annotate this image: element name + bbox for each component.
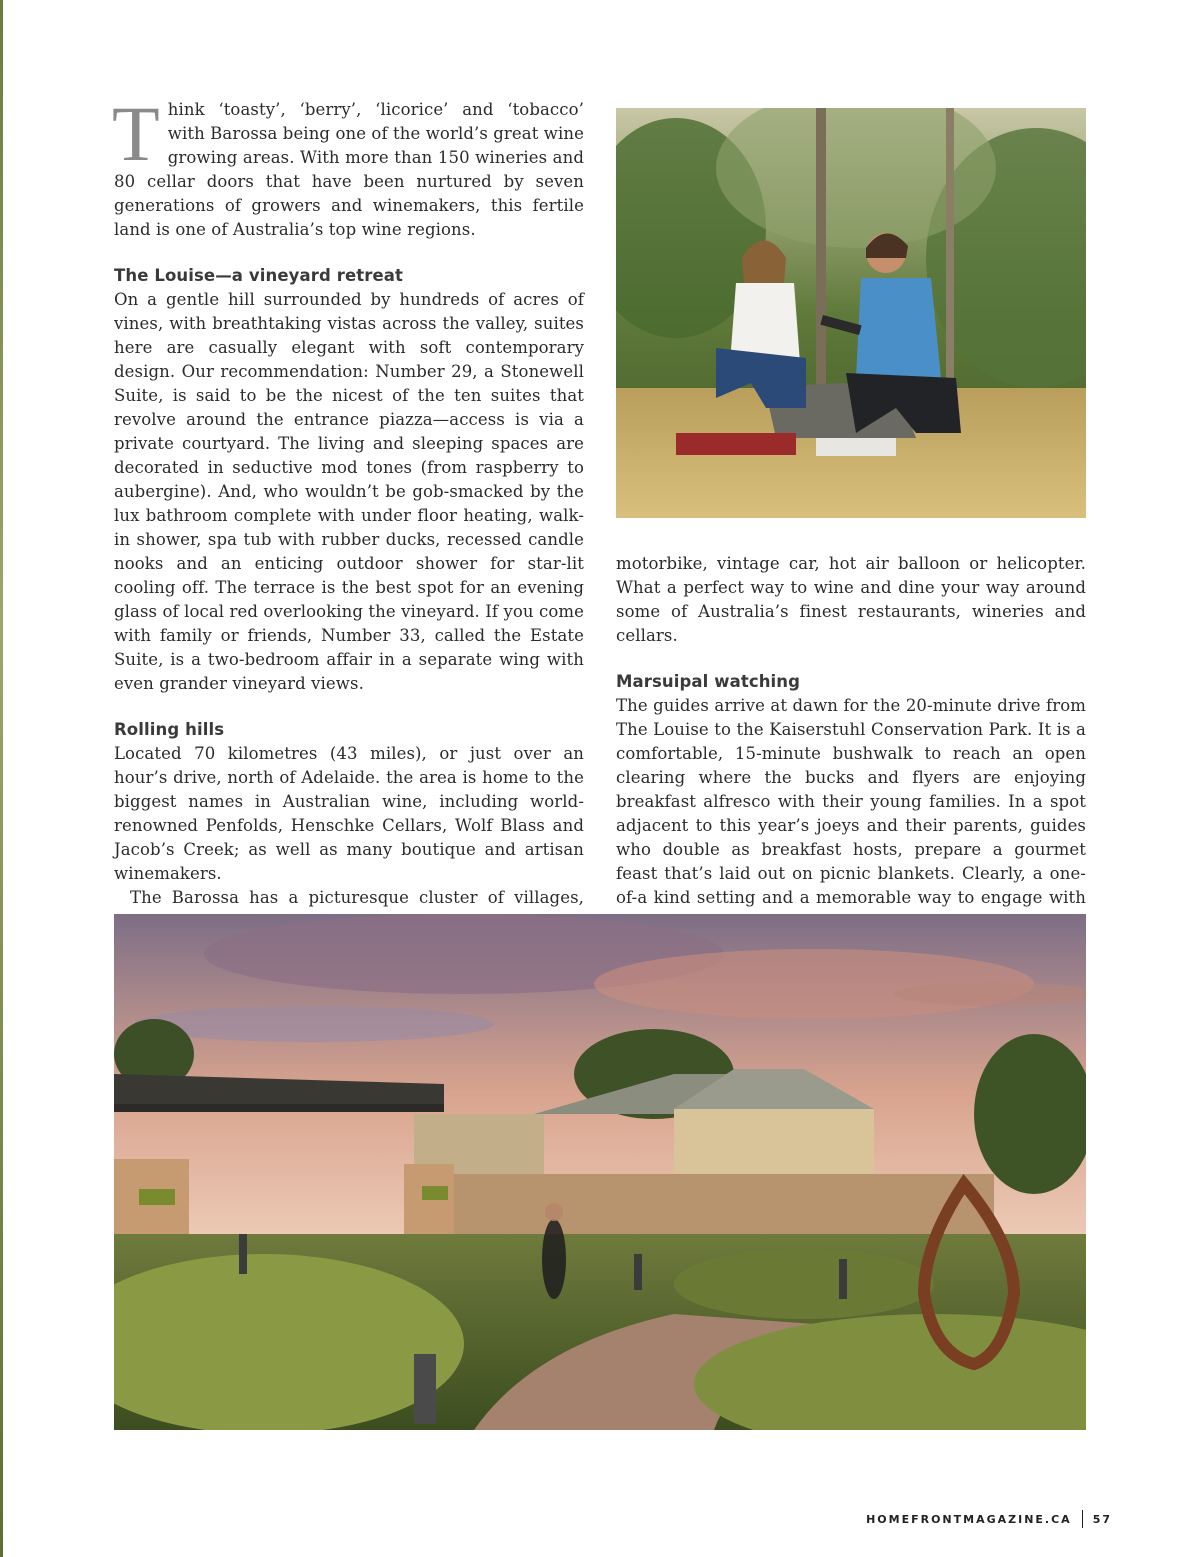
page-footer bbox=[866, 1510, 1112, 1528]
couple-picnic-photo bbox=[616, 108, 1086, 518]
intro-text: hink ‘toasty’, ‘berry’, ‘licorice’ and ‘tobacco’ with Barossa being one of the world’s great wine growing areas. With more than 150 wineries and 80 cellar doors that have been nurtured by seven generations of growers and winemakers, this fertile land is one of Australia’s top wine regions. bbox=[114, 100, 584, 239]
drop-cap: T bbox=[112, 90, 160, 177]
section-heading-the-louise: The Louise—a vineyard retreat bbox=[114, 266, 403, 285]
left-text-column bbox=[112, 90, 584, 958]
intro-paragraph bbox=[112, 90, 584, 242]
section-body-rolling-hills-cont: motorbike, vintage car, hot air balloon or helicopter. What a perfect way to wine and dine your way around some of Australia’s finest restaurants, wineries and cellars. bbox=[616, 554, 1086, 645]
resort-entrance-photo bbox=[114, 914, 1086, 1430]
section-body-rolling-hills-2: The Barossa has a picturesque cluster of villages, bbox=[130, 888, 584, 907]
right-text-column bbox=[616, 552, 1086, 934]
section-body-rolling-hills: Located 70 kilometres (43 miles), or just over an hour’s drive, north of Adelaide. the area is home to the biggest names in Australian wine, including world-renowned Penfolds, Henschke Cellars, Wolf Blass and Jacob’s Creek; as well as many boutique and artisan winemakers. bbox=[114, 744, 584, 883]
page-number: 57 bbox=[1092, 1512, 1112, 1526]
footer-divider bbox=[1082, 1510, 1083, 1528]
section-heading-rolling-hills: Rolling hills bbox=[114, 720, 225, 739]
section-body-the-louise: On a gentle hill surrounded by hundreds of acres of vines, with breathtaking vistas across the valley, suites here are casually elegant with soft contemporary design. Our recommendation: Number 29, a Stonewell Suite, is said to be the nicest of the ten suites that revolve around the entrance piazza—access is via a private courtyard. The living and sleeping spaces are decorated in seductive mod tones (from raspberry to aubergine). And, who wouldn’t be gob-smacked by the lux bathroom complete with under floor heating, walk-in shower, spa tub with rubber ducks, recessed candle nooks and an enticing outdoor shower for star-lit cooling off. The terrace is the best spot for an evening glass of local red overlooking the vineyard. If you come with family or friends, Number 33, called the Estate Suite, is a two-bedroom affair in a separate wing with even grander vineyard views. bbox=[114, 290, 584, 693]
page-edge-strip bbox=[0, 0, 3, 1557]
footer-site: HOMEFRONTMAGAZINE.CA bbox=[866, 1512, 1072, 1526]
section-body-marsupial-watching: The guides arrive at dawn for the 20-minute drive from The Louise to the Kaiserstuhl Conservation Park. It is a comfortable, 15-minute bushwalk to reach an open clearing where the bucks and flyers are enjoying breakfast alfresco with their young families. In a spot adjacent to this year’s joeys and their parents, guides who double as breakfast hosts, prepare a gourmet feast that’s laid out on picnic blankets. Clearly, a one-of-a kind setting and a memorable way to engage with bbox=[616, 696, 1086, 907]
section-heading-marsupial-watching: Marsuipal watching bbox=[616, 672, 801, 691]
